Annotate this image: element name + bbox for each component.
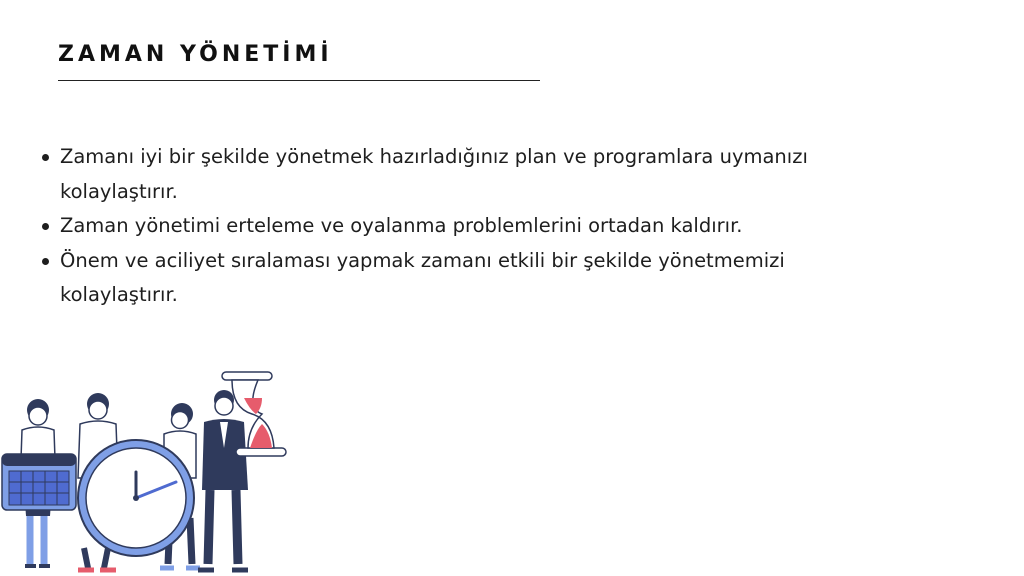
bullet-list: [38, 140, 858, 313]
bullet-item-2: Zaman yönetimi erteleme ve oyalanma problemlerini ortadan kaldırır.: [38, 209, 858, 244]
bullet-item-3: Önem ve aciliyet sıralaması yapmak zamanı etkili bir şekilde yönetmemizi kolaylaştırır.: [38, 244, 858, 313]
title-underline: [58, 80, 540, 81]
slide-title: ZAMAN YÖNETİMİ: [58, 42, 333, 67]
time-management-illustration: [0, 368, 300, 576]
person-man-suit: [198, 390, 248, 570]
bullet-item-1: Zamanı iyi bir şekilde yönetmek hazırladığınız plan ve programlara uymanızı kolaylaştırır.: [38, 140, 858, 209]
clock-icon: [78, 440, 194, 556]
calendar-icon: [2, 454, 76, 510]
